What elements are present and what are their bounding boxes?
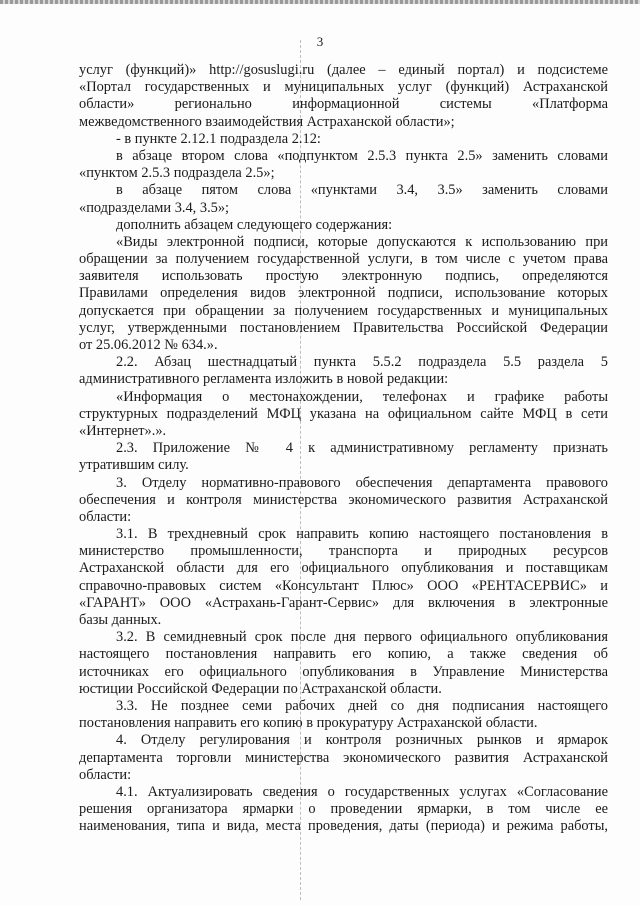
text-line: 4.1. Актуализировать сведения о государственных услугах «Согласование [116,783,608,800]
text-line: от 25.06.2012 № 634.». [79,337,218,353]
text-line: источниках его официального опубликования в Управление Министерства [79,663,608,680]
text-line: 3. Отделу нормативно-правового обеспечения департамента правового [116,474,608,491]
text-line: 3.2. В семидневный срок после дня первого официального опубликования [116,629,608,646]
text-line: «Информация о местонахождении, телефонах и графике работы [116,388,608,405]
text-line: области: [79,508,132,525]
text-line: «ГАРАНТ» ООО «Астрахань-Гарант-Сервис» для включения в электронные [79,594,608,611]
text-line: «Интернет».». [79,422,167,439]
text-line: услуг (функций)» http://gosuslugi.ru (далее – единый портал) и подсистеме [79,62,608,78]
text-line: 3.3. Не позднее семи рабочих дней со дня подписания настоящего [116,697,608,714]
text-line: области: [79,766,132,783]
text-line: 3.1. В трехдневный срок направить копию настоящего постановления в [116,526,608,543]
text-line: «Виды электронной подписи, которые допускаются к использованию при [116,233,608,250]
text-line: административного регламента изложить в новой редакции: [79,371,449,388]
text-line: дополнить абзацем следующего содержания: [116,216,393,233]
text-line: обеспечения и контроля министерства экономического развития Астраханской [79,491,608,508]
text-line: межведомственного взаимодействия Астраханской области»; [79,113,455,130]
text-line: 2.2. Абзац шестнадцатый пункта 5.5.2 подраздела 5.5 раздела 5 [116,354,608,371]
page-number: 3 [316,34,324,49]
text-line: базы данных. [79,612,162,628]
text-line: услуг, утвержденными постановлением Правительства Российской Федерации [79,319,608,336]
text-line: «пунктом 2.5.3 подраздела 2.5»; [79,165,275,182]
text-line: структурных подразделений МФЦ указана на официальном сайте МФЦ в сети [79,405,608,422]
text-line: департамента торговли министерства экономического развития Астраханской [79,749,608,766]
text-line: министерство промышленности, транспорта и природных ресурсов [79,543,608,560]
text-line: области» регионально информационной системы «Платформа [79,96,608,113]
text-line: юстиции Российской Федерации по Астраханской области. [79,680,442,697]
text-line: решения организатора ярмарки о проведении ярмарки, в том числе ее [79,801,608,818]
text-line: постановления направить его копию в прокуратуру Астраханской области. [79,715,538,732]
document-body-text [79,62,608,835]
text-line: 4. Отделу регулирования и контроля розничных рынков и ярмарок [116,732,608,749]
text-line: 2.3. Приложение № 4 к административному регламенту признать [116,440,608,457]
text-line: утратившим силу. [79,457,189,474]
text-line: Астраханской области для его официального опубликования и поставщикам [79,560,608,577]
text-line: - в пункте 2.12.1 подраздела 2.12: [116,130,321,147]
text-line: Правилами определения видов электронной подписи, использование которых [79,285,608,302]
text-line: обращении за получением государственной услуги, в том числе с учетом права [79,251,608,268]
text-line: «подразделами 3.4, 3.5»; [79,199,230,216]
text-line: настоящего постановления направить его копию, а также сведения об [79,646,608,663]
text-line: наименования, типа и вида, места проведения, даты (периода) и режима работы, [79,818,608,835]
text-line: допускается при обращении за получением государственных и муниципальных [79,302,608,319]
scan-top-edge [0,0,640,4]
text-line: «Портал государственных и муниципальных услуг (функций) Астраханской [79,79,608,96]
text-line: в абзаце втором слова «подпунктом 2.5.3 пункта 2.5» заменить словами [116,147,608,164]
text-line: заявителя использовать простую электронную подпись, определяются [79,268,608,285]
text-line: справочно-правовых систем «Консультант Плюс» ООО «РЕНТАСЕРВИС» и [79,577,608,594]
text-line: в абзаце пятом слова «пунктами 3.4, 3.5» заменить словами [116,182,608,199]
